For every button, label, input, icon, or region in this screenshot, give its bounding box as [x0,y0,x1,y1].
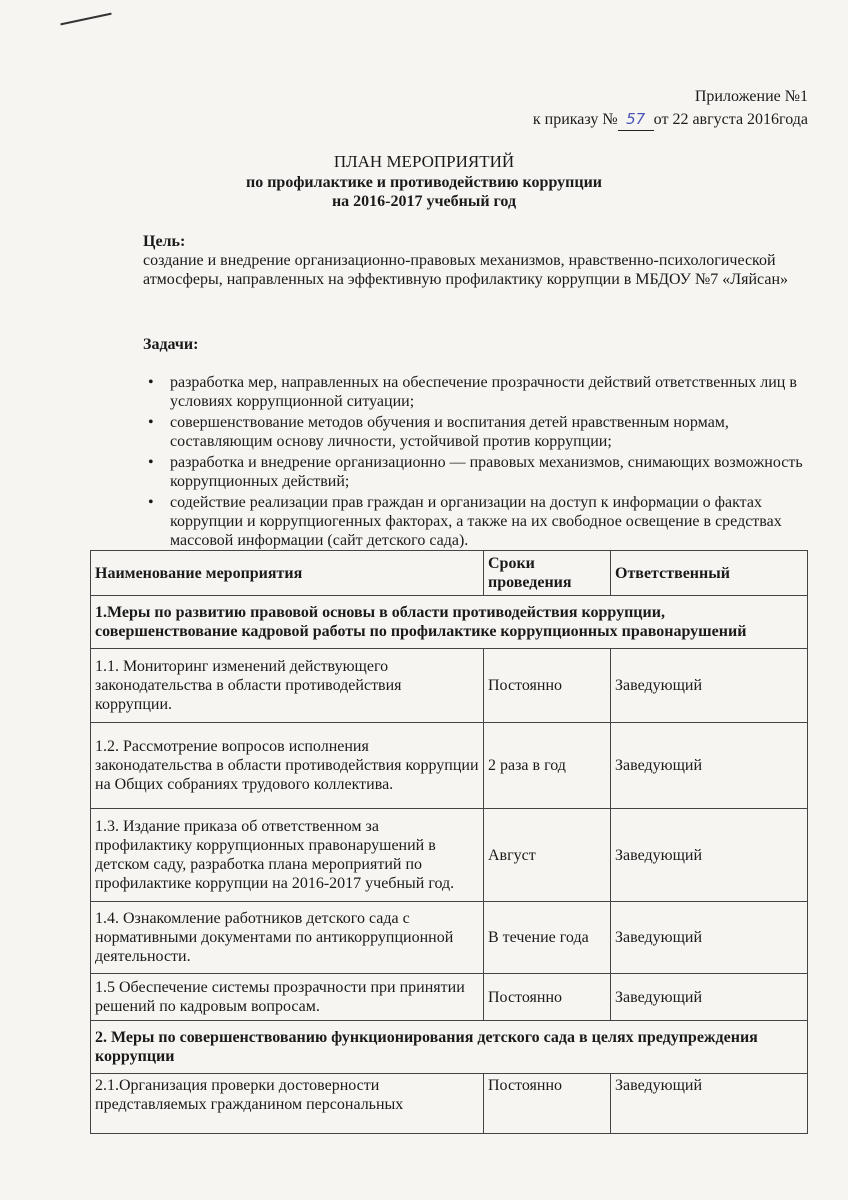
header-name: Наименование мероприятия [91,551,484,596]
cell-period: В течение года [484,902,611,974]
cell-responsible: Заведующий [611,649,808,723]
task-item: • разработка и внедрение организационно — правовых механизмов, снимающих возможность коррупционных действий; [170,453,815,491]
section-row [91,1021,808,1074]
cell-period: Август [484,809,611,902]
order-reference [533,108,808,131]
header-period: Сроки проведения [484,551,611,596]
cell-responsible: Заведующий [611,1074,808,1134]
table-row [91,902,808,974]
plan-table [90,550,808,1134]
table-row [91,809,808,902]
cell-responsible: Заведующий [611,974,808,1021]
cell-activity: 1.4. Ознакомление работников детского сада с нормативными документами по антикоррупционной деятельности. [91,902,484,974]
table-header [91,551,808,596]
cell-period: Постоянно [484,1074,611,1134]
cell-activity: 1.1. Мониторинг изменений действующего законодательства в области противодействия коррупции. [91,649,484,723]
order-date: от 22 августа 2016года [653,111,808,128]
goal-label: Цель: [143,233,186,250]
appendix-number: Приложение №1 [694,88,808,105]
tasks-list [170,373,815,552]
table-row [91,974,808,1021]
task-item: • разработка мер, направленных на обеспечение прозрачности действий ответственных лиц в условиях коррупционной ситуации; [170,373,815,411]
goal-section [143,232,813,289]
doc-title: ПЛАН МЕРОПРИЯТИЙ [333,152,515,171]
order-number-handwritten: 57 [618,108,654,131]
tasks-label: Задачи: [143,336,199,353]
section-1-title: 1.Меры по развитию правовой основы в области противодействия коррупции, совершенствование кадровой работы по профилактике коррупционных правонарушений [91,596,808,649]
header-responsible: Ответственный [611,551,808,596]
table-row [91,723,808,809]
doc-subtitle: по профилактике и противодействию коррупции [245,174,603,191]
doc-year: на 2016-2017 учебный год [331,193,517,210]
task-item: • совершенствование методов обучения и воспитания детей нравственным нормам, составляющим основу личности, устойчивой против коррупции; [170,413,815,451]
cell-period: Постоянно [484,974,611,1021]
order-prefix: к приказу № [532,111,618,128]
task-item: • содействие реализации прав граждан и организации на доступ к информации о фактах коррупции и коррупциогенных факторах, а также на их свободное освещение в средствах массовой информации (сайт детского сада). [170,493,815,550]
cell-responsible: Заведующий [611,723,808,809]
cell-responsible: Заведующий [611,902,808,974]
section-row [91,596,808,649]
cell-activity: 2.1.Организация проверки достоверности представляемых гражданином персональных [91,1074,484,1134]
table-row [91,1074,808,1134]
pen-mark [60,13,111,26]
cell-period: 2 раза в год [484,723,611,809]
table-row [91,649,808,723]
cell-responsible: Заведующий [611,809,808,902]
cell-activity: 1.3. Издание приказа об ответственном за профилактику коррупционных правонарушений в детском саду, разработка плана мероприятий по профилактике коррупции на 2016-2017 учебный год. [91,809,484,902]
cell-activity: 1.5 Обеспечение системы прозрачности при принятии решений по кадровым вопросам. [91,974,484,1021]
goal-text: создание и внедрение организационно-правовых механизмов, нравственно-психологической атмосферы, направленных на эффективную профилактику коррупции в МБДОУ №7 «Ляйсан» [143,252,789,288]
cell-activity: 1.2. Рассмотрение вопросов исполнения законодательства в области противодействия коррупции на Общих собраниях трудового коллектива. [91,723,484,809]
cell-period: Постоянно [484,649,611,723]
section-2-title: 2. Меры по совершенствованию функционирования детского сада в целях предупреждения коррупции [91,1021,808,1074]
appendix-label [533,86,808,131]
